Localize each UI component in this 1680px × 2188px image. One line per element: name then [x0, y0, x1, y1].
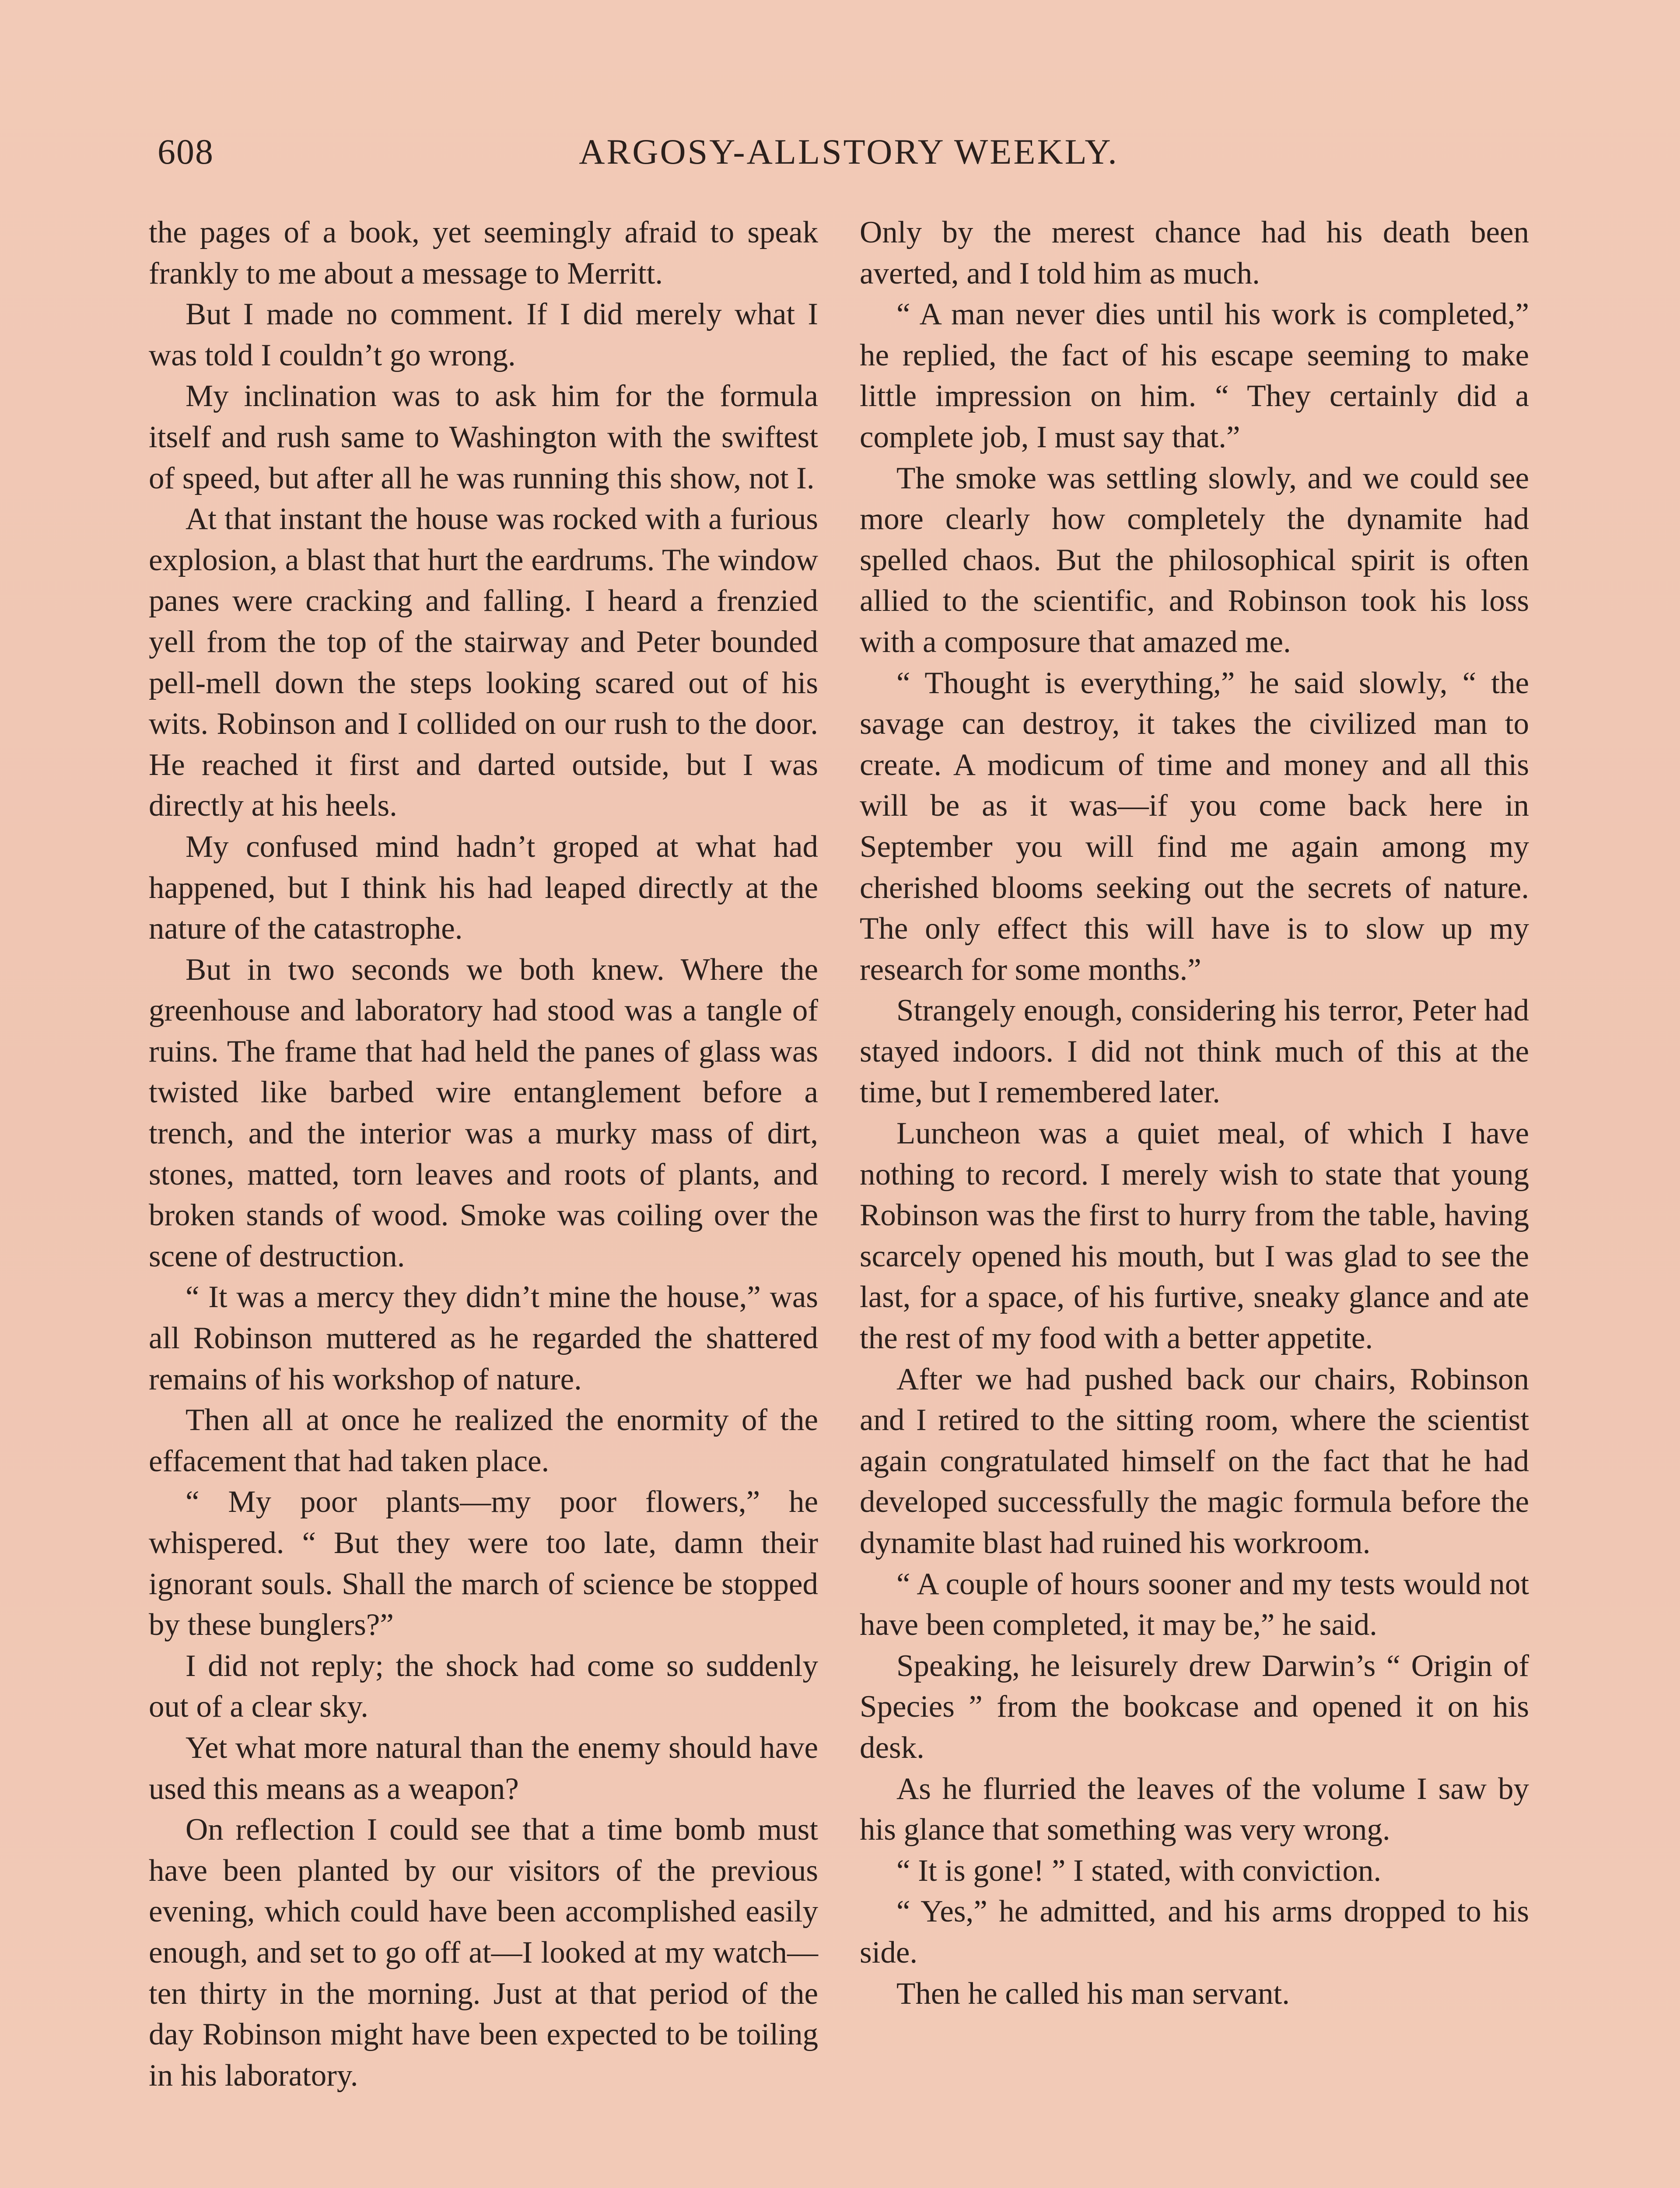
paragraph: Speaking, he leisurely drew Darwin’s “ Origin of Species ” from the bookcase and opened it on his desk.: [860, 1648, 1529, 1765]
paragraph: Only by the merest chance had his death been averted, and I told him as much.: [860, 215, 1529, 291]
paragraph: As he flurried the leaves of the volume I saw by his glance that something was very wrong.: [860, 1771, 1529, 1847]
paragraph: After we had pushed back our chairs, Robinson and I retired to the sitting room, where the scientist again congratulated himself on the fact that he had developed successfully the magic formula before the dynamite blast had ruined his workroom.: [860, 1362, 1529, 1560]
paragraph: Strangely enough, considering his terror, Peter had stayed indoors. I did not think much of this at the time, but I remembered later.: [860, 993, 1529, 1110]
running-head: ARGOSY-ALLSTORY WEEKLY.: [579, 132, 1119, 172]
paragraph: “ It is gone! ” I stated, with conviction.: [896, 1853, 1382, 1888]
page-number: 608: [158, 132, 214, 172]
paragraph: Then all at once he realized the enormity of the effacement that had taken place.: [149, 1403, 818, 1478]
paragraph: Yet what more natural than the enemy should have used this means as a weapon?: [149, 1730, 818, 1806]
paragraph: But in two seconds we both knew. Where the greenhouse and laboratory had stood was a tangle of ruins. The frame that had held the panes of glass was twisted like barbed wire entanglement before a trench, and the interior was a murky mass of dirt, stones, matted, torn leaves and roots of plants, and broken stands of wood. Smoke was coiling over the scene of destruction.: [149, 952, 818, 1273]
paragraph: “ A couple of hours sooner and my tests would not have been completed, it may be,” he said.: [860, 1567, 1529, 1642]
paragraph: Then he called his man servant.: [896, 1976, 1290, 2011]
paragraph: My inclination was to ask him for the formula itself and rush same to Washington with the swiftest of speed, but after all he was running this show, not I.: [149, 379, 818, 495]
paragraph: “ Thought is everything,” he said slowly, “ the savage can destroy, it takes the civilized man to create. A modicum of time and money and all this will be as it was—if you come back here in September you will find me again among my cherished blooms seeking out the secrets of nature. The only effect this will have is to slow up my research for some months.”: [860, 666, 1529, 987]
paragraph: But I made no comment. If I did merely what I was told I couldn’t go wrong.: [149, 297, 818, 372]
paragraph: On reflection I could see that a time bomb must have been planted by our visitors of the previous evening, which could have been accomplished easily enough, and set to go off at—I looked at my watch—ten thirty in the morning. Just at that period of the day Robinson might have been expected to be toiling in his laboratory.: [149, 1813, 818, 2093]
paragraph: The smoke was settling slowly, and we could see more clearly how completely the dynamite had spelled chaos. But the philosophical spirit is often allied to the scientific, and Robinson took his loss with a composure that amazed me.: [860, 461, 1529, 659]
paragraph: I did not reply; the shock had come so suddenly out of a clear sky.: [149, 1648, 818, 1724]
paragraph: “ My poor plants—my poor flowers,” he whispered. “ But they were too late, damn their ignorant souls. Shall the march of science be stopped by these bunglers?”: [149, 1485, 818, 1642]
paragraph: “ It was a mercy they didn’t mine the house,” was all Robinson muttered as he regarded the shattered remains of his workshop of nature.: [149, 1280, 818, 1396]
page-header: [149, 131, 1549, 179]
paragraph: At that instant the house was rocked with a furious explosion, a blast that hurt the eardrums. The window panes were cracking and falling. I heard a frenzied yell from the top of the stairway and Peter bounded pell-mell down the steps looking scared out of his wits. Robinson and I collided on our rush to the door. He reached it first and darted outside, but I was directly at his heels.: [149, 502, 818, 823]
paragraph: the pages of a book, yet seemingly afraid to speak frankly to me about a message to Merritt.: [149, 215, 818, 291]
paragraph: “ Yes,” he admitted, and his arms dropped to his side.: [860, 1894, 1529, 1970]
paragraph: Luncheon was a quiet meal, of which I have nothing to record. I merely wish to state that young Robinson was the first to hurry from the table, having scarcely opened his mouth, but I was glad to see the last, for a space, of his furtive, sneaky glance and ate the rest of my food with a better appetite.: [860, 1116, 1529, 1356]
paragraph: “ A man never dies until his work is completed,” he replied, the fact of his escape seeming to make little impression on him. “ They certainly did a complete job, I must say that.”: [860, 297, 1529, 454]
paragraph: My confused mind hadn’t groped at what had happened, but I think his had leaped directly at the nature of the catastrophe.: [149, 829, 818, 946]
left-column: [149, 212, 818, 2096]
right-column: [860, 212, 1529, 2014]
